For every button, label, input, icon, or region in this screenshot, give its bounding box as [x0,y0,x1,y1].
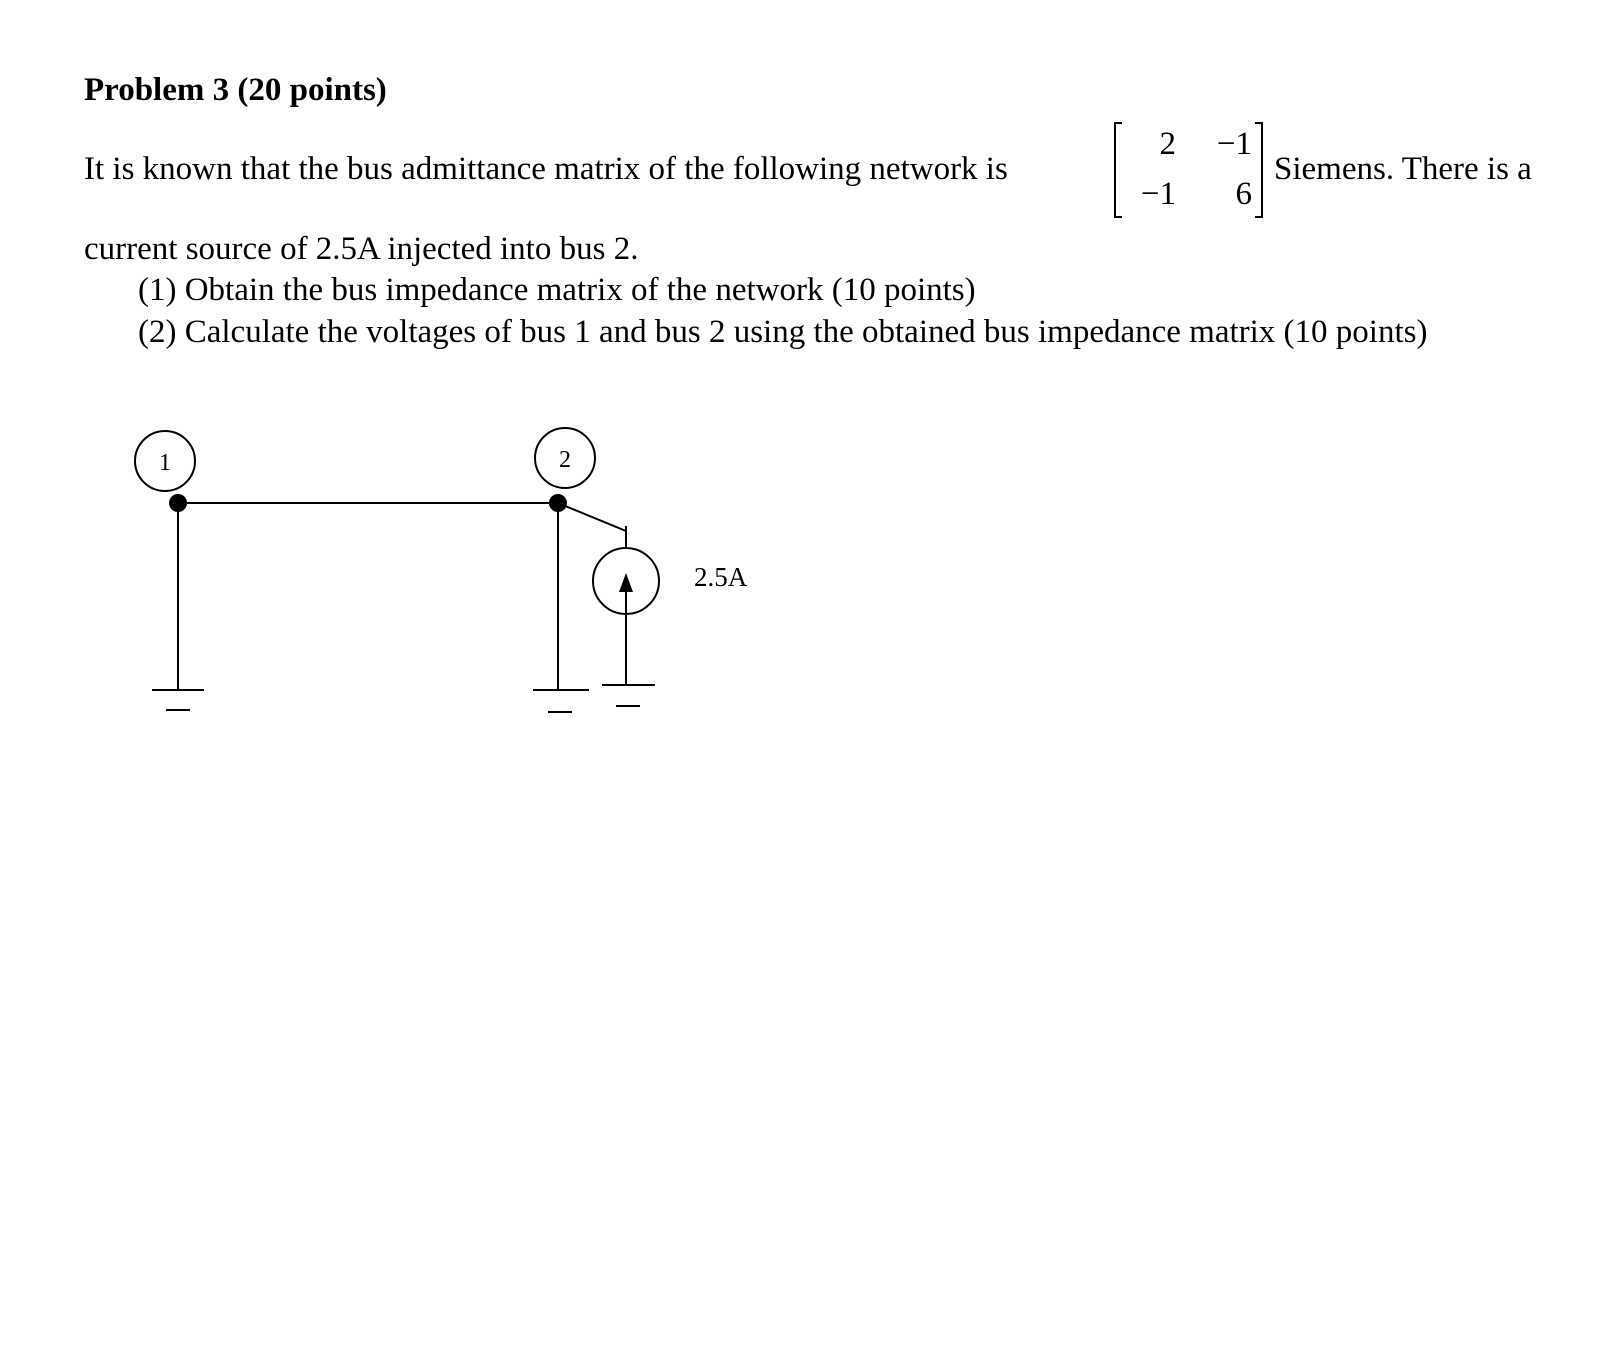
bus1-label: 1 [159,450,171,476]
matrix-cell-11: 2 [1159,126,1176,162]
matrix-cell-21: −1 [1140,176,1176,212]
problem-statement-line1-end: Siemens. There is a [1274,151,1532,187]
problem-title: Problem 3 (20 points) [84,72,387,108]
bus1-node [169,494,187,512]
question-item-2: (2) Calculate the voltages of bus 1 and bus 2 using the obtained bus impedance matrix (10 points) [138,314,1428,350]
bus2-node [549,494,567,512]
source-arrow-head [619,573,633,592]
matrix-cell-12: −1 [1216,126,1252,162]
problem-statement-line2: current source of 2.5A injected into bus 2. [84,231,639,267]
source-connection-wire [558,503,626,531]
problem-statement-line1: It is known that the bus admittance matrix of the following network is [84,151,1008,187]
question-item-1: (1) Obtain the bus impedance matrix of the network (10 points) [138,272,976,308]
bus2-label: 2 [559,447,571,473]
source-label: 2.5A [694,562,748,592]
matrix-cell-22: 6 [1235,176,1252,212]
